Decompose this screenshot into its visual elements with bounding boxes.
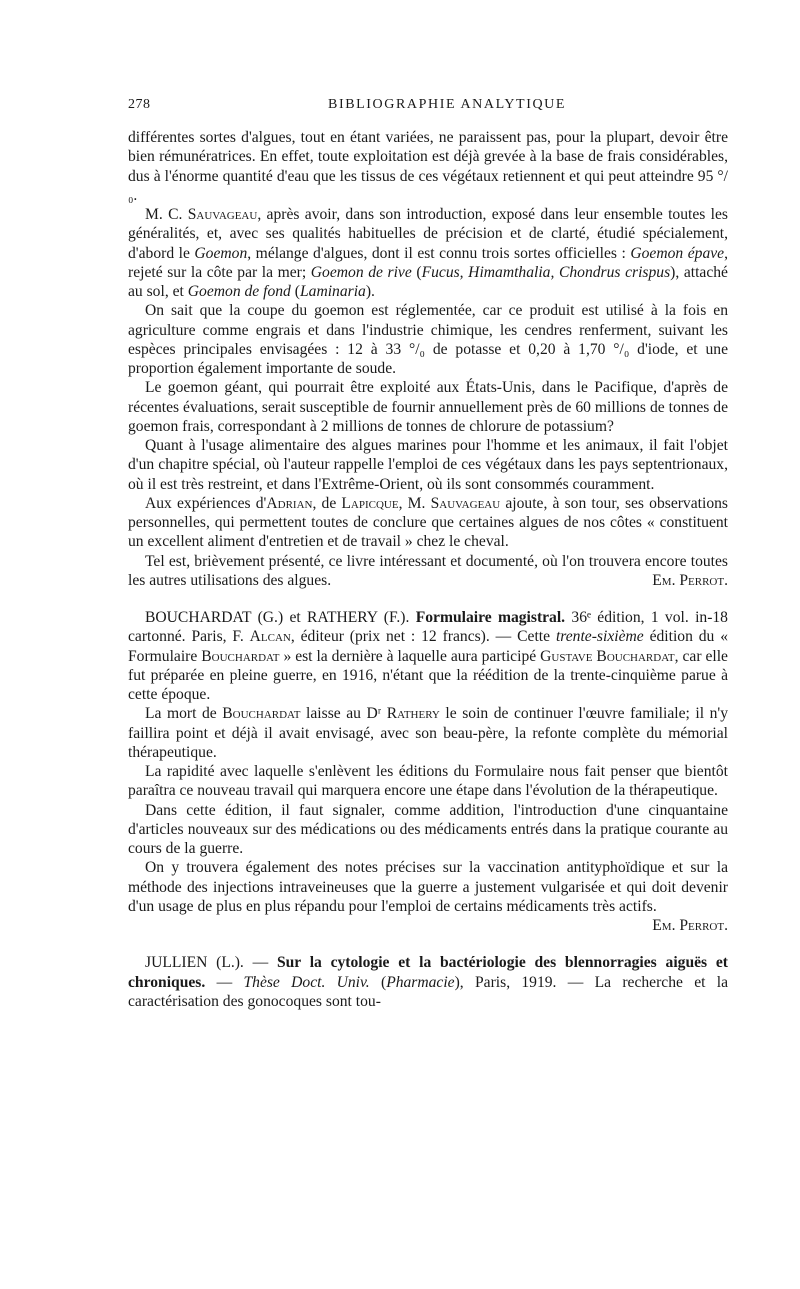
paragraph: différentes sortes d'algues, tout en étant variées, ne paraissent pas, pour la plupart, devoir être bien rémunératrices. En effet, toute exploitation est déjà grevée à la base de frais considérables, dus à l'énorme quantité d'eau que les tissus de ces végétaux retiennent et qui peut atteindre 95 °/₀. (128, 129, 728, 204)
page-header (128, 97, 728, 117)
text-run: On y trouvera également des notes précises sur la vaccination antityphoïdique et sur la méthode des injections intraveineuses que la guerre a justement vulgarisée et qui doit devenir d'un usage de plus en plus répandu pour l'emploi de certains médicaments très actifs. (128, 859, 728, 915)
author-name: Rathery (386, 705, 440, 723)
text-run: , mélange d'algues, dont il est connu trois sortes officielles : (247, 244, 626, 262)
text-run: 36ᵉ édition, 1 vol. in-18 cartonné. Paris, F. (128, 609, 728, 646)
paragraph: Dans cette édition, il faut signaler, comme addition, l'introduction d'une cinquantaine d'articles nouveaux sur des médications ou des médicaments entrés dans la pratique courante au cours de la guerre. (128, 801, 728, 857)
author-name: Sauvageau (187, 206, 258, 223)
text-run: Aux expériences d' (145, 494, 267, 512)
running-title: BIBLIOGRAPHIE ANALYTIQUE (328, 97, 567, 112)
author-name: Bouchardat (201, 647, 280, 665)
italic-term: Goemon épave (630, 244, 725, 262)
text-run: le soin de continuer l'œuvre familiale; il n'y faillira point et déjà il avait envisagé, avec son beau-père, la refonte complète du mémorial thérapeutique. (128, 705, 728, 761)
text-run: laisse au Dʳ (306, 705, 382, 723)
text-run: , rejeté sur la côte par la mer; (128, 244, 728, 281)
text-run: » est la dernière à laquelle aura participé (283, 647, 537, 665)
text-run: ( (294, 283, 300, 300)
italic-term: Goemon de rive (310, 263, 412, 281)
text-run: , éditeur (prix net : 12 francs). — Cette (290, 628, 551, 646)
author-name: Lapicque (341, 494, 399, 512)
text-run: M. C. (145, 206, 183, 223)
author-name: Gustave Bouchardat (540, 647, 675, 665)
text-run: édition du « Formulaire (128, 628, 729, 665)
text-run: ). (365, 283, 375, 300)
text-run: ( (416, 263, 422, 281)
text-run: ajoute, à son tour, ses observations personnelles, qui permettent toutes de conclure que certaines algues de nos côtes « constituent un excellent aliment d'entretien et de travail » chez le cheval. (128, 494, 728, 551)
entry-authors: JULLIEN (L.). — (145, 954, 269, 972)
reviewer-signature: Em. Perrot. (652, 917, 728, 934)
paragraph (128, 494, 728, 552)
reviewer-signature: Em. Perrot. (652, 571, 728, 589)
text-run: Tel est, brièvement présenté, ce livre intéressant et documenté, où l'on trouvera encore toutes les autres utilisations des algues. (128, 552, 728, 589)
paragraph (128, 205, 728, 301)
text-run: ( (380, 973, 387, 991)
italic-term: Fucus, Himamthalia, Chondrus crispus (421, 263, 671, 281)
paragraph: On sait que la coupe du goemon est réglementée, car ce produit est utilisé à la fois en agriculture comme engrais et dans l'industrie chimique, les cendres renferment, suivant les espèces principales envisagées : 12 à 33 °/₀ de potasse et 0,20 à 1,70 °/₀ d'iode, et une proportion également importante de soude. (128, 302, 728, 377)
paragraph: Quant à l'usage alimentaire des algues marines pour l'homme et les animaux, il fait l'objet d'un chapitre spécial, où l'auteur rappelle l'emploi de ces végétaux dans les pays septentrionaux, où il est très restreint, et dans l'Extrême-Orient, où ils sont consommés couramment. (128, 437, 728, 493)
italic-term: Thèse Doct. Univ. (243, 973, 370, 991)
author-name: Sauvageau (430, 494, 501, 512)
italic-term: trente-sixième (555, 628, 644, 646)
text-run: , car elle fut préparée en pleine guerre, en 1916, n'étant que la réédition de la trente-cinquième parue à cette époque. (128, 647, 728, 703)
page-number: 278 (128, 97, 151, 112)
author-name: Adrian (266, 494, 313, 512)
entry-title: Sur la cytologie et la bactériologie des blennorragies aiguës et chroniques. (128, 954, 728, 991)
entry-title: Formulaire magistral. (415, 609, 566, 626)
body-text (128, 128, 728, 1011)
author-name: Bouchardat (222, 705, 301, 723)
text-run: La mort de (145, 705, 217, 723)
text-run: , de (312, 494, 337, 512)
italic-term: Goemon de fond (187, 283, 291, 300)
publisher-name: Alcan (249, 628, 291, 646)
bibliographic-entry (128, 608, 728, 704)
paragraph (128, 552, 728, 591)
text-run: ), attaché au sol, et (128, 263, 728, 300)
text-run: — (216, 973, 233, 991)
entry-authors: BOUCHARDAT (G.) et RATHERY (F.). (145, 609, 410, 626)
italic-term: Laminaria (299, 283, 366, 300)
bibliographic-entry (128, 953, 728, 1011)
text-run: , après avoir, dans son introduction, exposé dans leur ensemble toutes les généralités, et, avec ses qualités habituelles de précision et de clarté, étudié spécialement, d'abord le (128, 206, 729, 262)
text-run: , M. (398, 494, 426, 512)
paragraph: La rapidité avec laquelle s'enlèvent les éditions du Formulaire nous fait penser que bientôt paraîtra ce nouveau travail qui marquera encore une étape dans l'évolution de la thérapeutique. (128, 763, 728, 800)
text-run: Paris, 1919. — La recherche et la caractérisation des gonocoques sont tou- (128, 973, 729, 1010)
paragraph (128, 858, 728, 934)
paragraph (128, 704, 728, 762)
text-run: ), (454, 973, 464, 991)
italic-term: Goemon (194, 244, 248, 262)
italic-term: Pharmacie (386, 973, 455, 991)
paragraph: Le goemon géant, qui pourrait être exploité aux États-Unis, dans le Pacifique, d'après de récentes évaluations, serait susceptible de fournir annuellement près de 60 millions de tonnes de goemon frais, correspondant à 2 millions de tonnes de chlorure de potassium? (128, 379, 728, 435)
